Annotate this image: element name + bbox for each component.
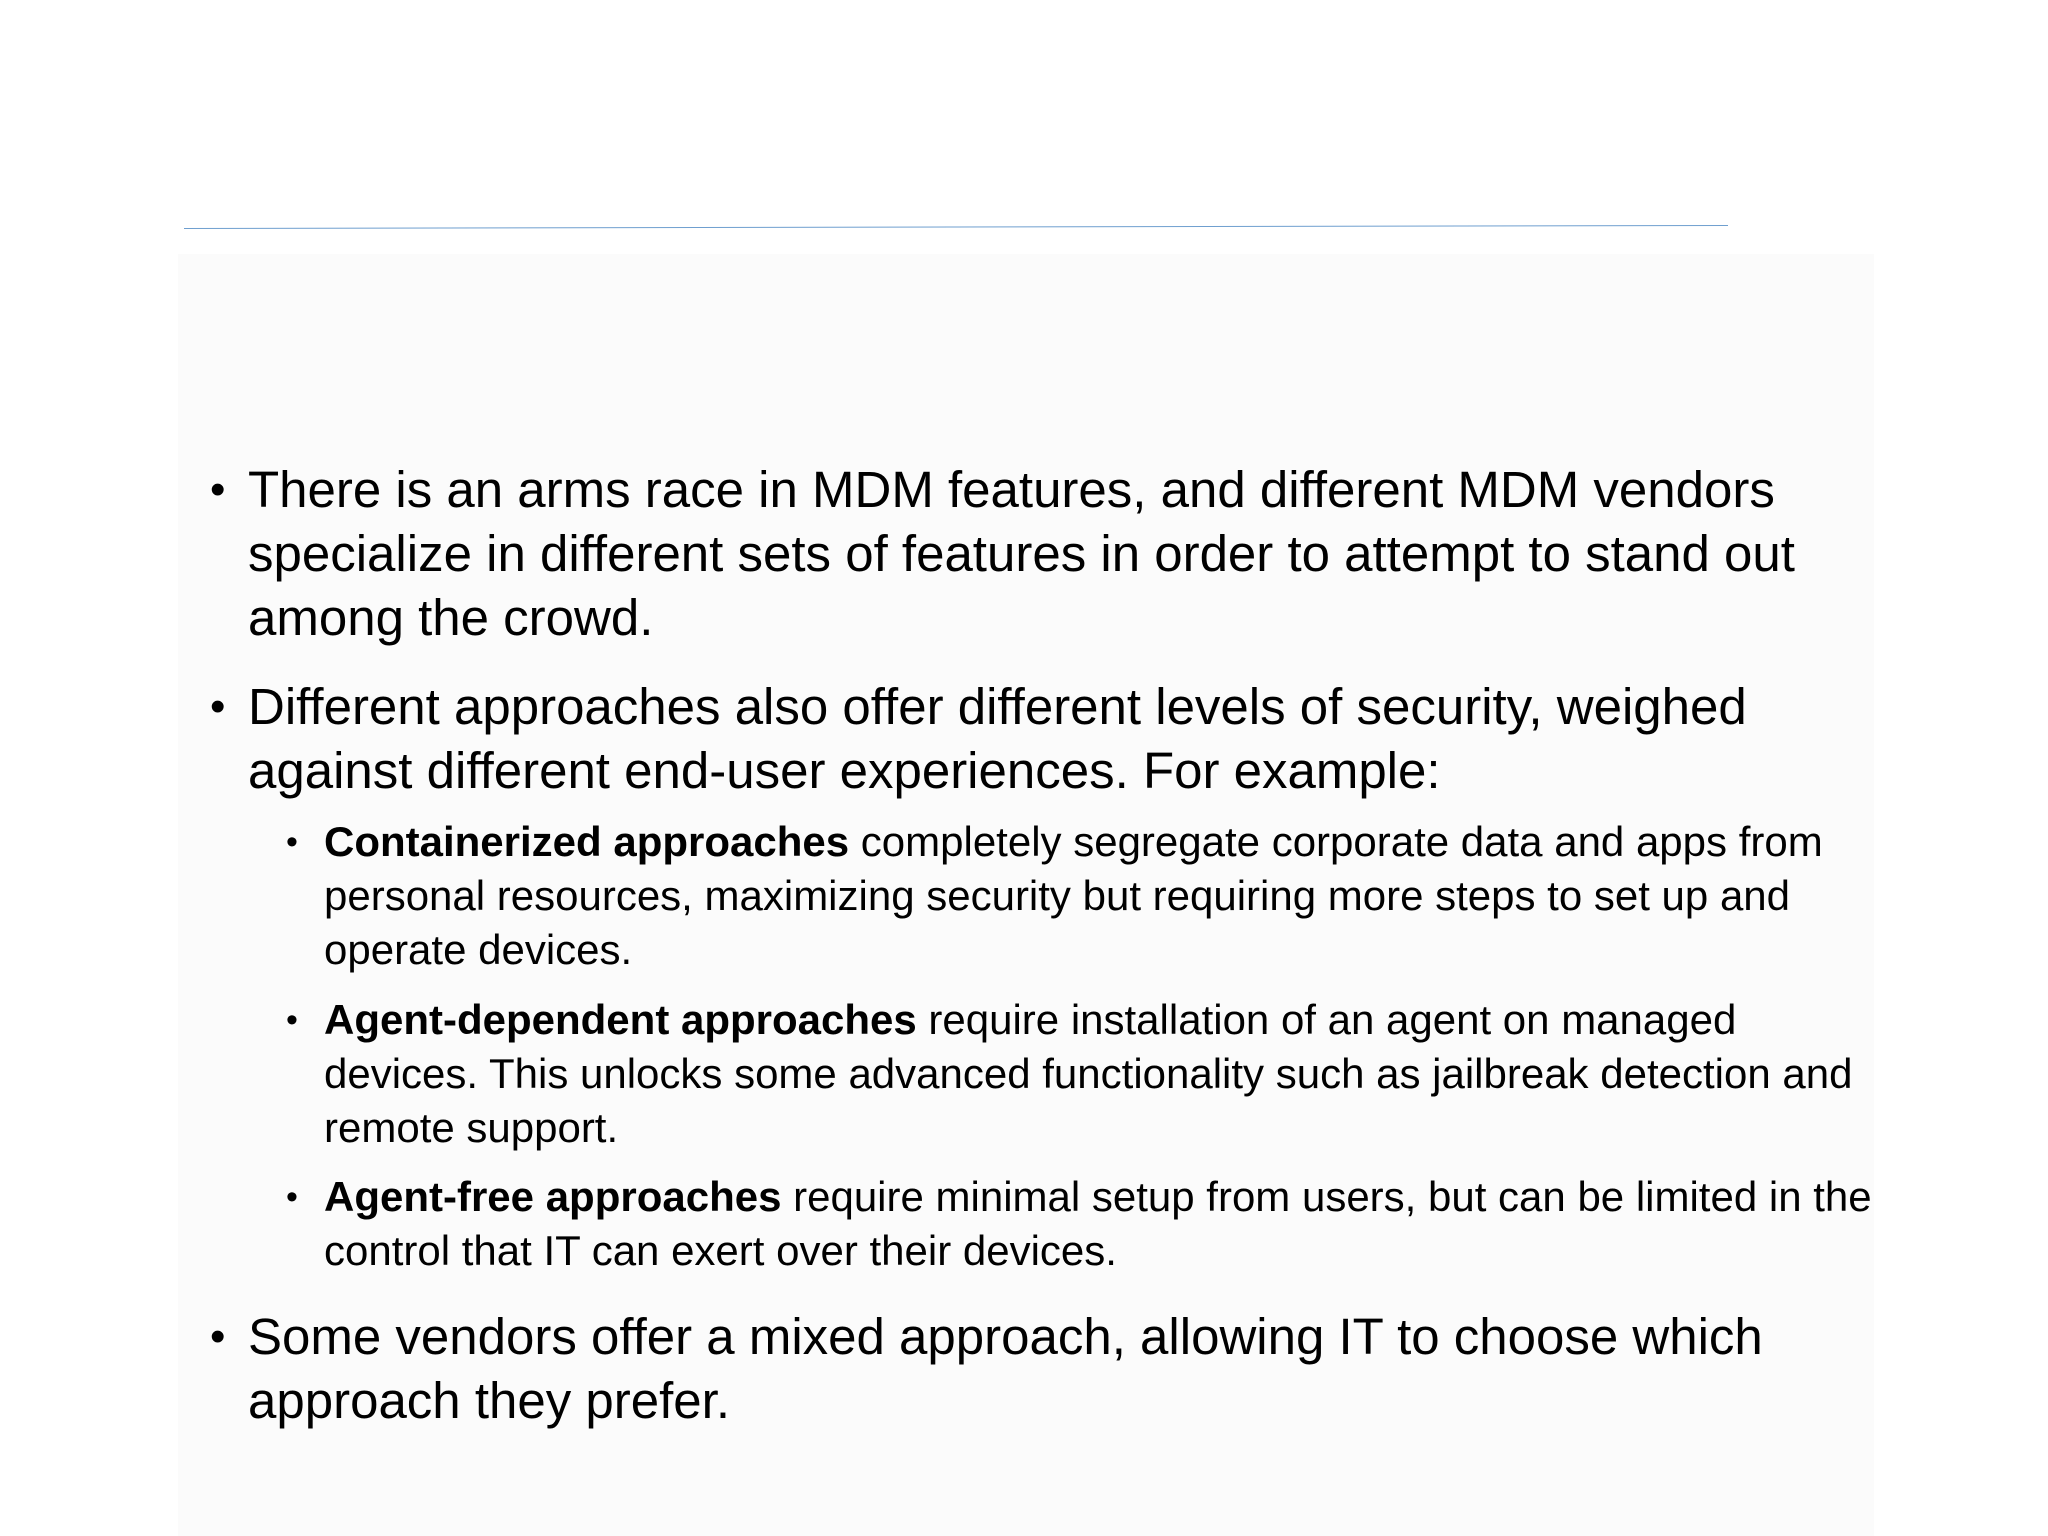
sub-bullet-body: require minimal setup from users, but can be limited in the control that IT can exert over their devices. <box>324 1173 1872 1274</box>
sub-bullet-text <box>324 815 1886 977</box>
sub-bullet-dot-icon: • <box>286 823 298 861</box>
sub-bullet-body: require installation of an agent on managed devices. This unlocks some advanced functionality such as jailbreak detection and remote support. <box>324 996 1853 1151</box>
bullet-item <box>210 458 1860 650</box>
sub-bullet-lead: Agent-dependent approaches <box>324 996 917 1043</box>
sub-bullet-text <box>324 993 1886 1155</box>
bullet-item <box>210 675 1860 803</box>
bullet-text: Some vendors offer a mixed approach, allowing IT to choose which approach they prefer. <box>248 1308 1763 1429</box>
sub-bullet-item <box>286 993 1886 1155</box>
sub-bullet-lead: Containerized approaches <box>324 818 850 865</box>
sub-bullet-text <box>324 1170 1886 1278</box>
bullet-dot-icon: • <box>210 1312 226 1361</box>
sub-bullet-body: completely segregate corporate data and apps from personal resources, maximizing security but requiring more steps to set up and operate devices. <box>324 818 1823 973</box>
bullet-text: There is an arms race in MDM features, and different MDM vendors specialize in different sets of features in order to attempt to stand out among the crowd. <box>248 461 1795 646</box>
sub-bullet-lead: Agent-free approaches <box>324 1173 782 1220</box>
sub-bullet-dot-icon: • <box>286 1178 298 1216</box>
bullet-dot-icon: • <box>210 682 226 731</box>
sub-bullet-dot-icon: • <box>286 1001 298 1039</box>
bullet-text: Different approaches also offer different levels of security, weighed against different end-user experiences. For example: <box>248 678 1747 799</box>
sub-bullet-item <box>286 815 1886 977</box>
bullet-item <box>210 1305 1860 1433</box>
sub-bullet-item <box>286 1170 1886 1278</box>
bullet-dot-icon: • <box>210 465 226 514</box>
